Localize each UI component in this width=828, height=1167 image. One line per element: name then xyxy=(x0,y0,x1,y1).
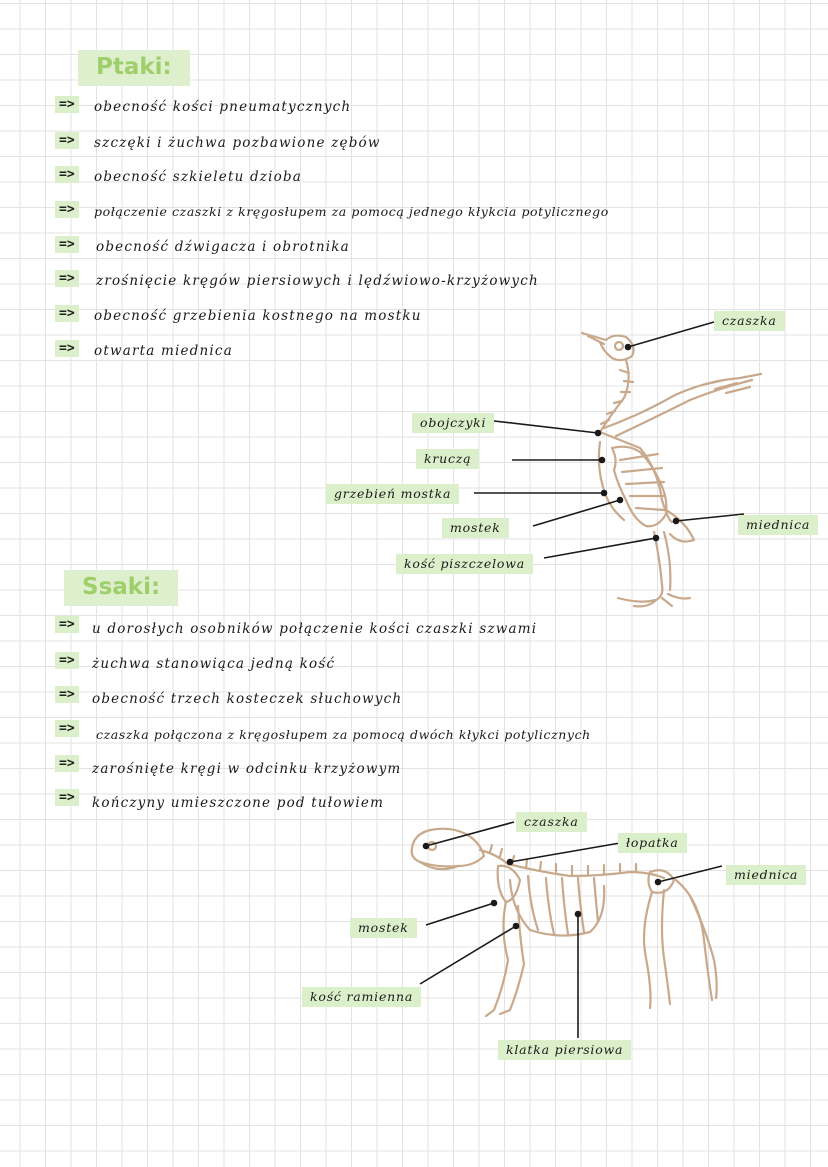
birds-item-7: obecność grzebienia kostnego na mostku xyxy=(94,308,422,324)
mammals-item-2: żuchwa stanowiąca jedną kość xyxy=(92,656,336,672)
bullet-arrow: => xyxy=(55,270,79,287)
label-mammal-humerus: kość ramienna xyxy=(302,987,421,1007)
label-bird-coracoid: kruczą xyxy=(416,449,479,469)
heading-mammals: Ssaki: xyxy=(64,570,178,606)
bullet-arrow: => xyxy=(55,652,79,669)
bullet-arrow: => xyxy=(55,236,79,253)
bullet-arrow: => xyxy=(55,755,79,772)
birds-item-6: zrośnięcie kręgów piersiowych i lędźwiowo-krzyżowych xyxy=(96,273,539,289)
bullet-arrow: => xyxy=(55,340,79,357)
mammals-item-3: obecność trzech kosteczek słuchowych xyxy=(92,691,403,707)
label-mammal-sternum: mostek xyxy=(350,918,417,938)
label-bird-skull: czaszka xyxy=(714,311,785,331)
label-mammal-pelvis: miednica xyxy=(726,865,806,885)
bullet-arrow: => xyxy=(55,789,79,806)
label-mammal-scapula: łopatka xyxy=(618,833,687,853)
bullet-arrow: => xyxy=(55,132,79,149)
mammals-item-6: kończyny umieszczone pod tułowiem xyxy=(92,795,385,811)
label-bird-pelvis: miednica xyxy=(738,515,818,535)
heading-birds: Ptaki: xyxy=(78,50,190,86)
mammals-item-4: czaszka połączona z kręgosłupem za pomocą dwóch kłykci potylicznych xyxy=(96,727,591,742)
mammals-item-5: zarośnięte kręgi w odcinku krzyżowym xyxy=(92,761,402,777)
label-bird-keel: grzebień mostka xyxy=(326,484,459,504)
mammals-item-1: u dorosłych osobników połączenie kości czaszki szwami xyxy=(92,621,538,637)
birds-item-8: otwarta miednica xyxy=(94,343,233,359)
bullet-arrow: => xyxy=(55,166,79,183)
label-bird-tibia: kość piszczelowa xyxy=(396,554,533,574)
label-mammal-ribcage: klatka piersiowa xyxy=(498,1040,631,1060)
bullet-arrow: => xyxy=(55,201,79,218)
birds-item-1: obecność kości pneumatycznych xyxy=(94,99,352,115)
bullet-arrow: => xyxy=(55,305,79,322)
label-bird-clavicles: obojczyki xyxy=(412,413,494,433)
birds-item-3: obecność szkieletu dzioba xyxy=(94,169,303,185)
birds-item-2: szczęki i żuchwa pozbawione zębów xyxy=(94,135,381,151)
bullet-arrow: => xyxy=(55,720,79,737)
mammal-skeleton-illustration xyxy=(412,829,717,1016)
bird-skeleton-illustration xyxy=(582,333,761,606)
birds-item-4: połączenie czaszki z kręgosłupem za pomocą jednego kłykcia potylicznego xyxy=(94,204,609,219)
bullet-arrow: => xyxy=(55,96,79,113)
bullet-arrow: => xyxy=(55,686,79,703)
birds-item-5: obecność dźwigacza i obrotnika xyxy=(96,239,350,255)
label-bird-sternum: mostek xyxy=(442,518,509,538)
bullet-arrow: => xyxy=(55,616,79,633)
label-mammal-skull: czaszka xyxy=(516,812,587,832)
